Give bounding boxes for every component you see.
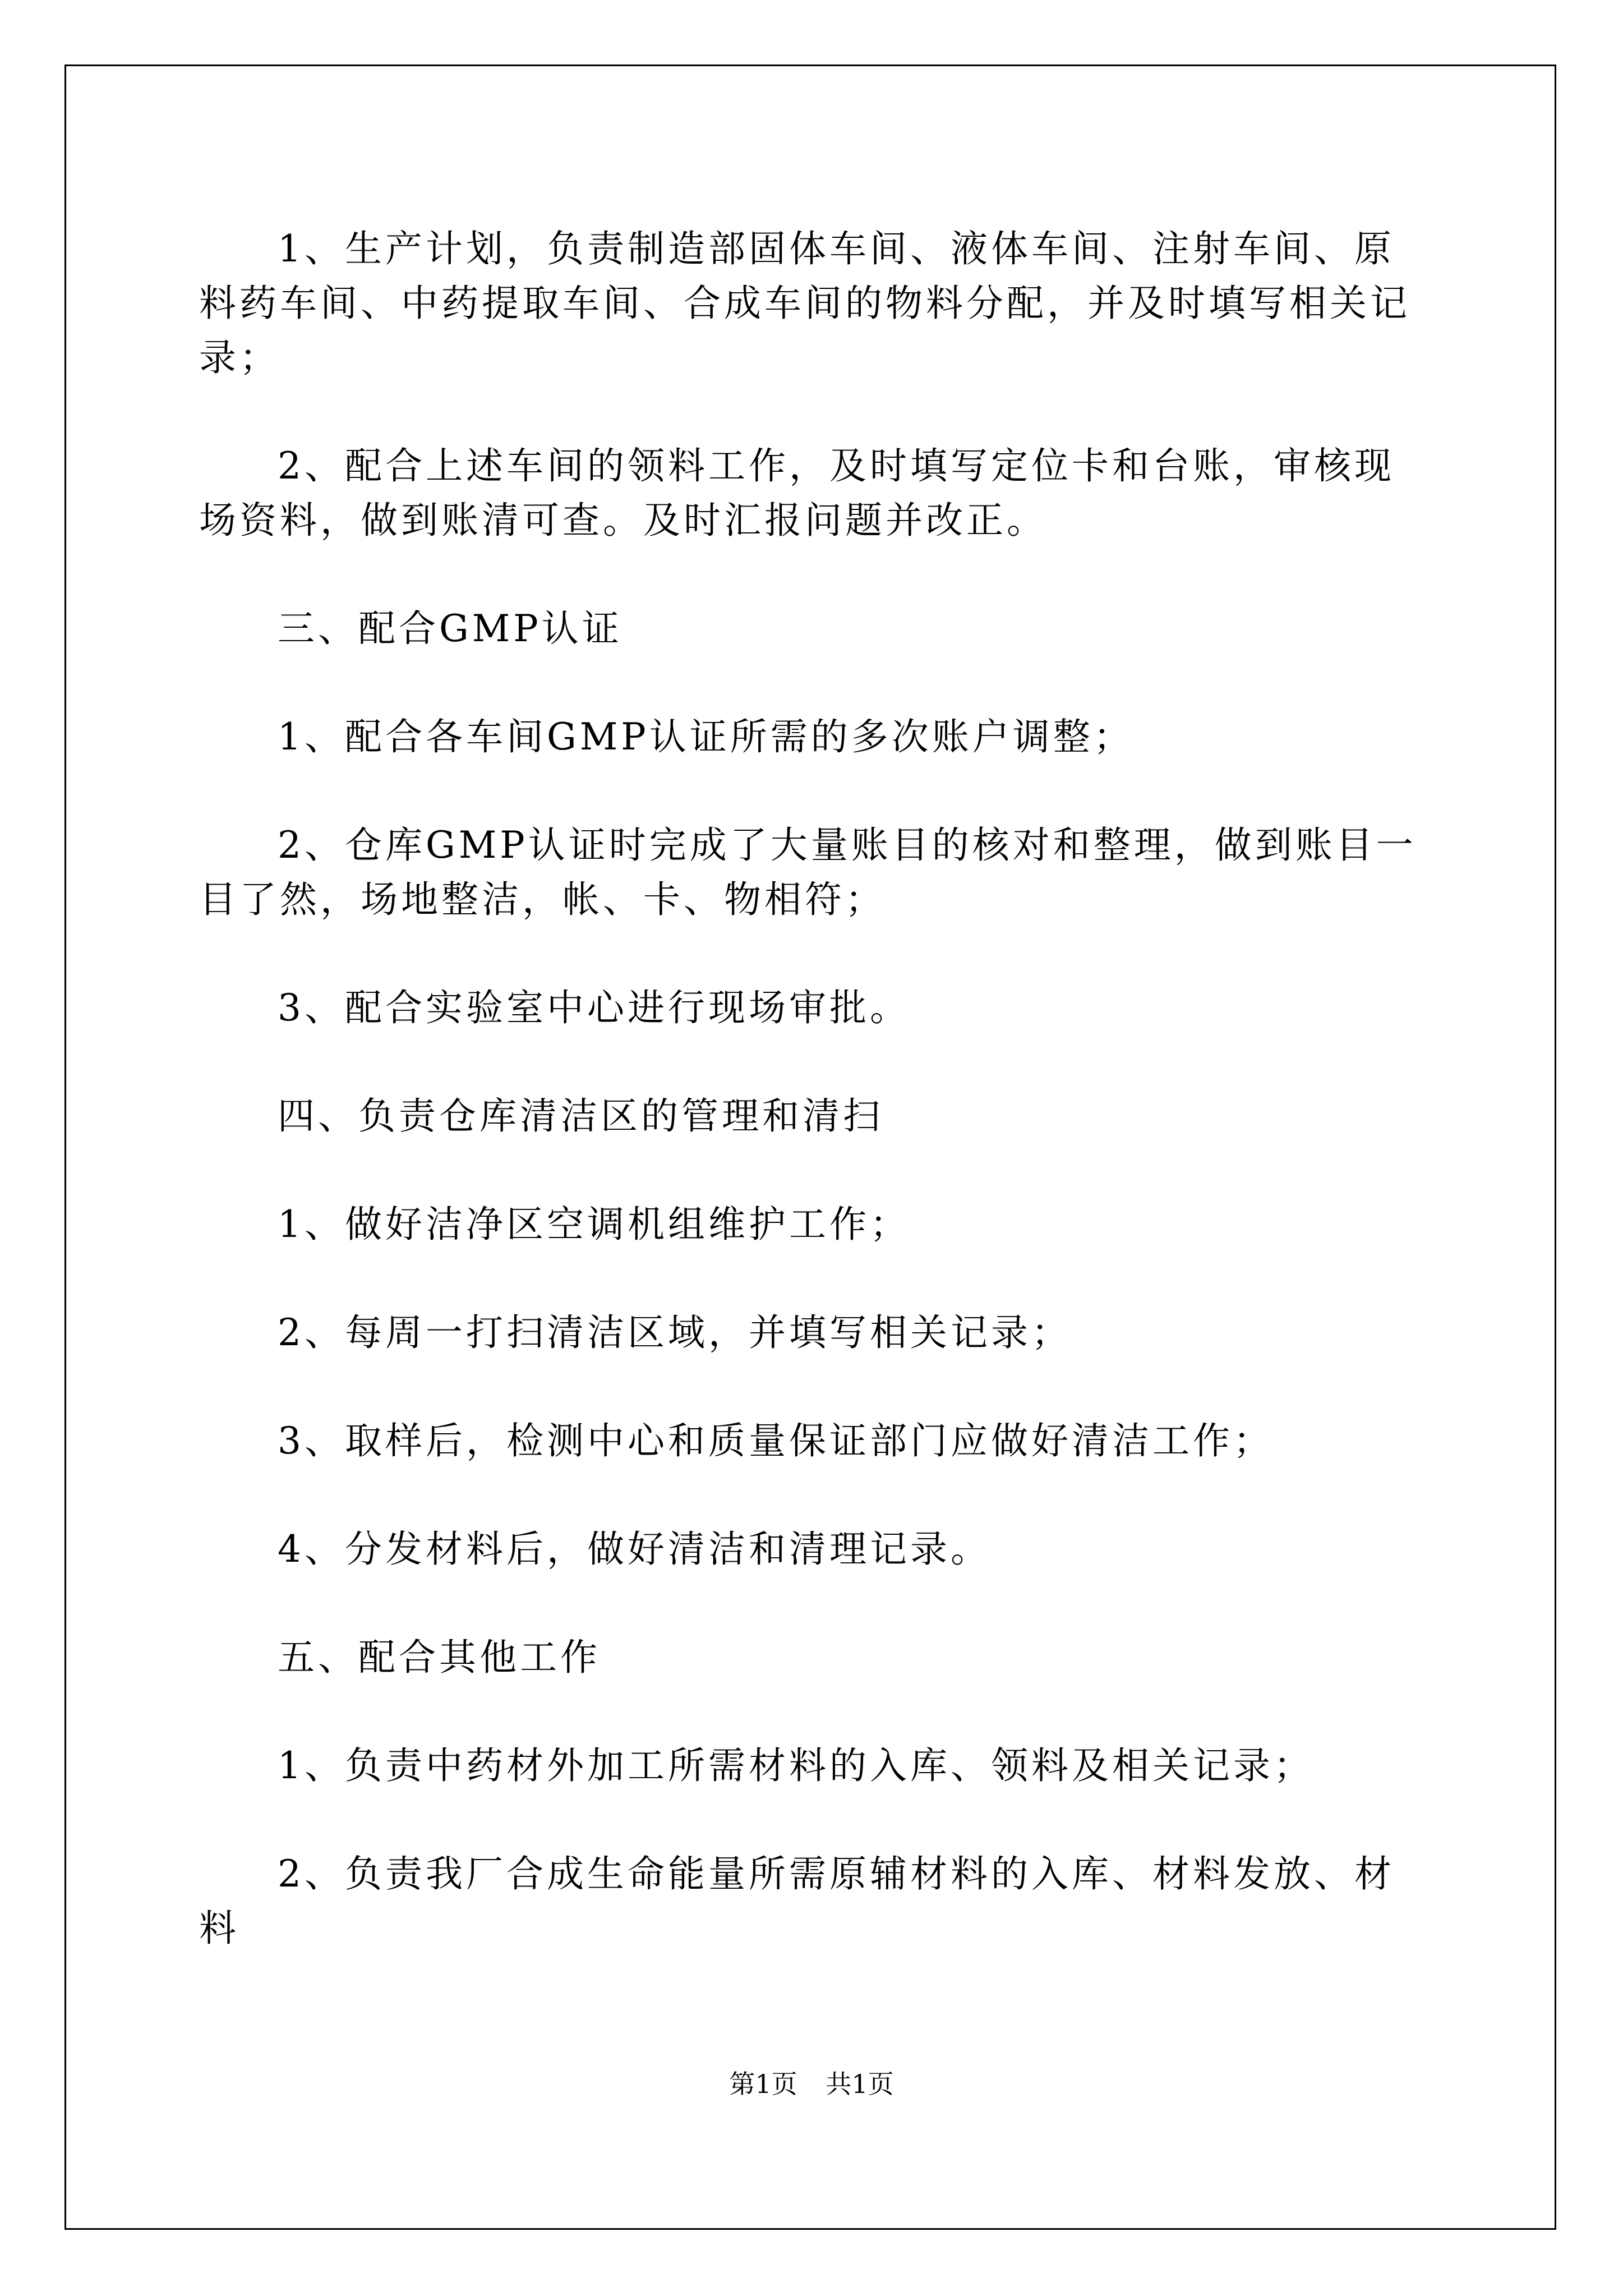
paragraph: 1、配合各车间GMP认证所需的多次账户调整；	[278, 715, 1134, 758]
paragraph: 1、负责中药材外加工所需材料的入库、领料及相关记录；	[278, 1744, 1314, 1787]
paragraph: 3、取样后，检测中心和质量保证部门应做好清洁工作；	[278, 1419, 1274, 1462]
page-total: 共1页	[826, 2069, 894, 2099]
page-number: 第1页	[729, 2069, 797, 2099]
document-body	[199, 222, 1427, 2009]
paragraph: 4、分发材料后，做好清洁和清理记录。	[278, 1527, 991, 1571]
paragraph: 1、生产计划，负责制造部固体车间、液体车间、注射车间、原料药车间、中药提取车间、合成车间的物料分配，并及时填写相关记录；	[199, 227, 1410, 379]
paragraph: 2、每周一打扫清洁区域，并填写相关记录；	[278, 1311, 1072, 1354]
paragraph: 1、做好洁净区空调机组维护工作；	[278, 1203, 910, 1246]
paragraph: 3、配合实验室中心进行现场审批。	[278, 986, 910, 1029]
page-footer	[0, 2067, 1623, 2101]
section-heading: 五、配合其他工作	[278, 1636, 601, 1679]
paragraph: 2、负责我厂合成生命能量所需原辅材料的入库、材料发放、材料	[199, 1852, 1395, 1950]
section-heading: 四、负责仓库清洁区的管理和清扫	[278, 1094, 883, 1138]
section-heading: 三、配合GMP认证	[278, 607, 623, 650]
paragraph: 2、仓库GMP认证时完成了大量账目的核对和整理，做到账目一目了然，场地整洁，帐、卡、物相符；	[199, 823, 1417, 921]
paragraph: 2、配合上述车间的领料工作，及时填写定位卡和台账，审核现场资料，做到账清可查。及时汇报问题并改正。	[199, 444, 1395, 542]
